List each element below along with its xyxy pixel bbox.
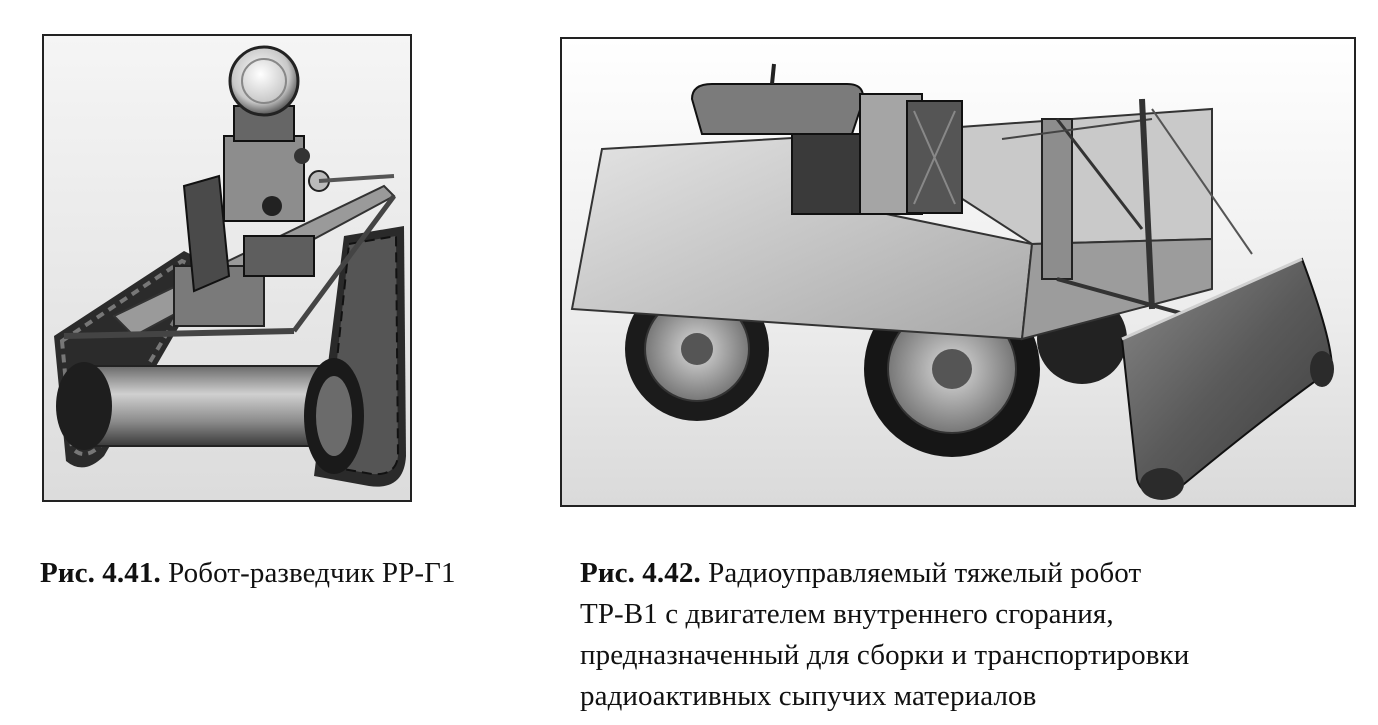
figure-4-41-caption — [40, 553, 540, 594]
figure-label: Рис. 4.42. — [580, 557, 701, 589]
caption-text: Робот-разведчик РР-Г1 — [168, 557, 456, 589]
figure-4-42-caption — [580, 553, 1360, 717]
caption-text: Радиоуправляемый тяжелый робот — [708, 557, 1142, 589]
caption-line: ТР-В1 с двигателем внутреннего сгорания, — [580, 598, 1114, 630]
caption-line: предназначенный для сборки и транспортировки — [580, 639, 1190, 671]
tracked-scout-robot-photo-icon — [44, 36, 410, 500]
wheeled-bulldozer-robot-photo-icon — [562, 39, 1354, 505]
figure-label: Рис. 4.41. — [40, 557, 161, 589]
caption-line: радиоактивных сыпучих материалов — [580, 680, 1037, 712]
figure-4-42-image — [560, 37, 1356, 507]
caption-line — [580, 553, 1360, 594]
figure-4-41-image — [42, 34, 412, 502]
